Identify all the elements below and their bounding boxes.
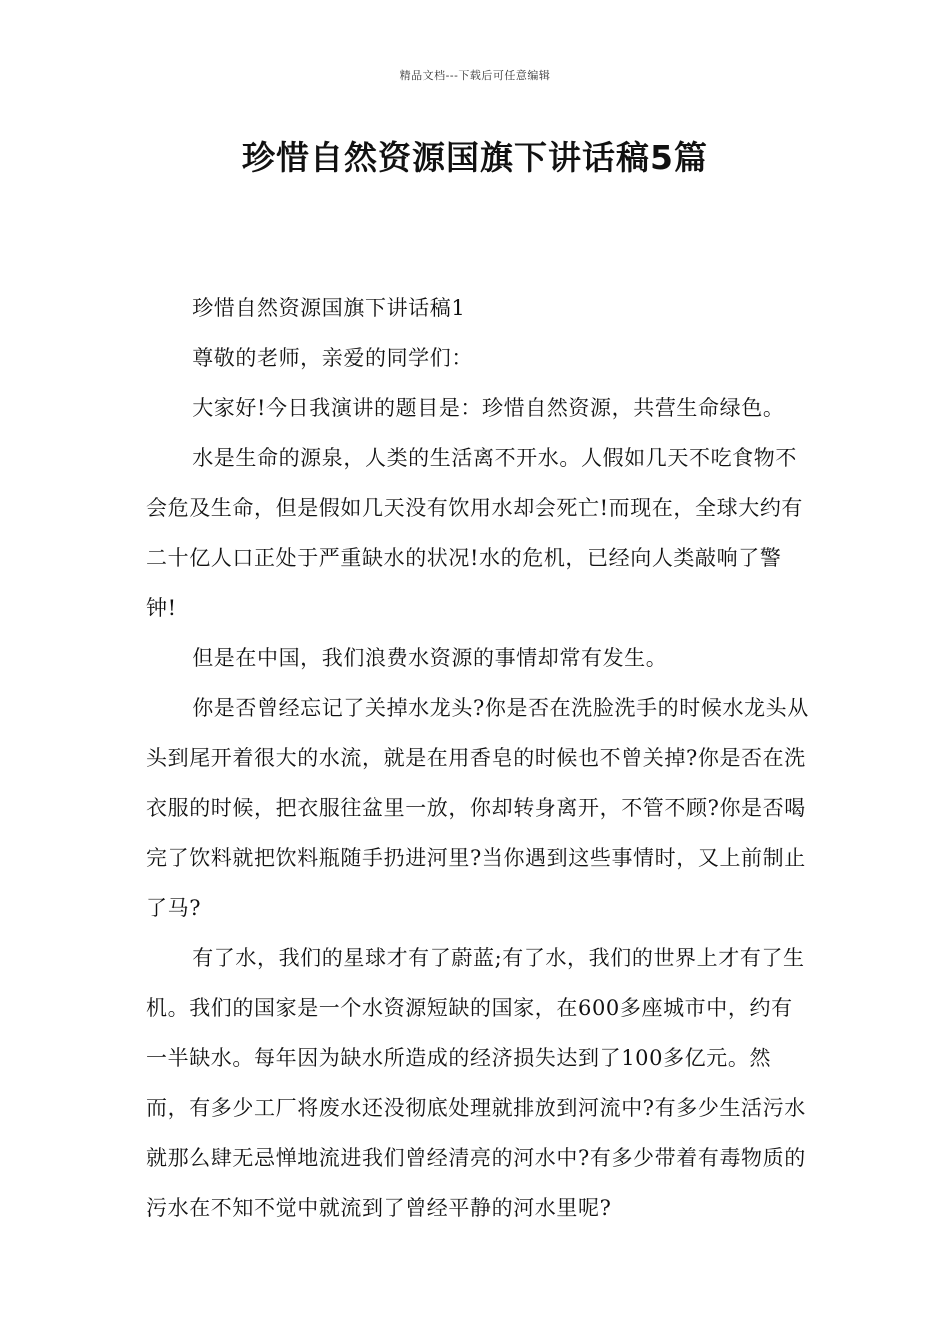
- document-title: 珍惜自然资源国旗下讲话稿5篇: [242, 138, 708, 177]
- paragraph: 水是生命的源泉，人类的生活离不开水。人假如几天不吃食物不会危及生命，但是假如几天没有饮用水却会死亡!而现在，全球大约有二十亿人口正处于严重缺水的状况!水的危机，已经向人类敲响了警钟!: [146, 446, 804, 620]
- paragraph-intro: 大家好!今日我演讲的题目是：珍惜自然资源，共营生命绿色。: [192, 396, 785, 420]
- paragraph-subtitle: 珍惜自然资源国旗下讲话稿1: [192, 296, 466, 320]
- paragraph: 有了水，我们的星球才有了蔚蓝;有了水，我们的世界上才有了生机。我们的国家是一个水资源短缺的国家，在600多座城市中，约有一半缺水。每年因为缺水所造成的经济损失达到了100多亿元。然而，有多少工厂将废水还没彻底处理就排放到河流中?有多少生活污水就那么肆无忌惮地流进我们曾经清亮的河水中?有多少带着有毒物质的污水在不知不觉中就流到了曾经平静的河水里呢?: [146, 946, 806, 1220]
- paragraph-greeting: 尊敬的老师，亲爱的同学们：: [192, 346, 473, 370]
- header-note: 精品文档---下载后可任意编辑: [399, 69, 551, 82]
- paragraph: 但是在中国，我们浪费水资源的事情却常有发生。: [192, 646, 668, 670]
- paragraph: 你是否曾经忘记了关掉水龙头?你是否在洗脸洗手的时候水龙头从头到尾开着很大的水流，就是在用香皂的时候也不曾关掉?你是否在洗衣服的时候，把衣服往盆里一放，你却转身离开，不管不顾?你是否喝完了饮料就把饮料瓶随手扔进河里?当你遇到这些事情时，又上前制止了马?: [146, 696, 809, 920]
- document-body: [146, 283, 811, 1233]
